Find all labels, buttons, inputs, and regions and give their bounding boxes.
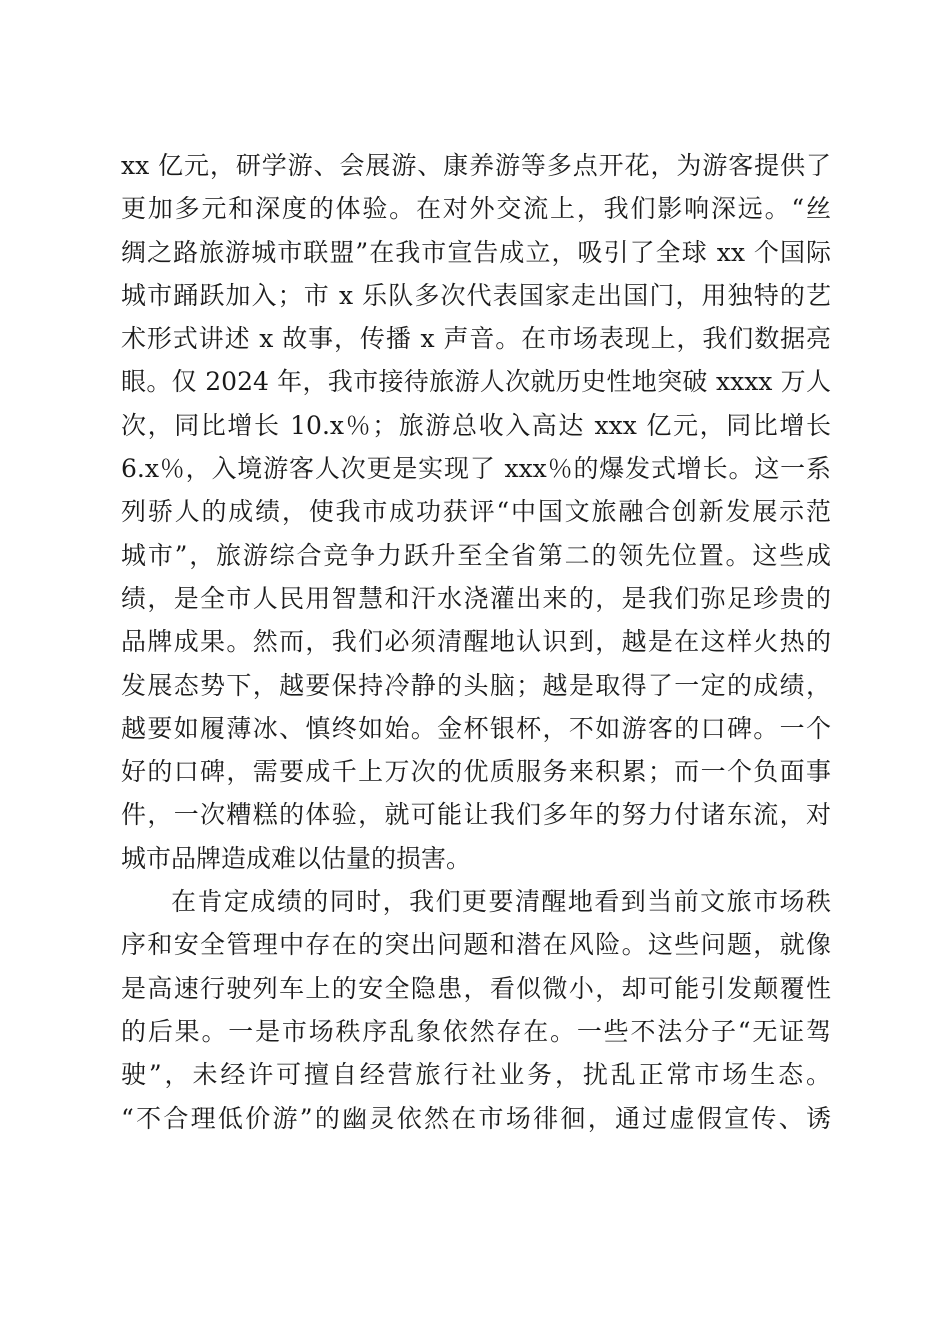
text-line: 越要如履薄冰、慎终如始。金杯银杯，不如游客的口碑。一个 — [121, 713, 831, 743]
text-line: 列骄人的成绩，使我市成功获评“中国文旅融合创新发展示范 — [121, 497, 831, 527]
text-line: 发展态势下，越要保持冷静的头脑；越是取得了一定的成绩， — [121, 670, 831, 700]
text-line: 是高速行驶列车上的安全隐患，看似微小，却可能引发颠覆性 — [121, 973, 831, 1003]
text-line: xx 亿元，研学游、会展游、康养游等多点开花，为游客提供了 — [121, 151, 831, 180]
text-line: 好的口碑，需要成千上万次的优质服务来积累；而一个负面事 — [121, 757, 831, 787]
paragraph-1 — [121, 144, 831, 880]
text-line: 件，一次糟糕的体验，就可能让我们多年的努力付诸东流，对 — [121, 800, 831, 830]
document-body — [121, 144, 831, 1140]
text-line: 城市”，旅游综合竞争力跃升至全省第二的领先位置。这些成 — [121, 540, 831, 570]
text-line: 城市品牌造成难以估量的损害。 — [121, 843, 472, 873]
text-line: 品牌成果。然而，我们必须清醒地认识到，越是在这样火热的 — [121, 627, 831, 657]
text-line: 绩，是全市人民用智慧和汗水浇灌出来的，是我们弥足珍贵的 — [121, 583, 831, 613]
text-line: 城市踊跃加入；市 x 乐队多次代表国家走出国门，用独特的艺 — [121, 280, 831, 310]
text-line: “不合理低价游”的幽灵依然在市场徘徊，通过虚假宣传、诱 — [121, 1103, 831, 1133]
text-line: 绸之路旅游城市联盟”在我市宣告成立，吸引了全球 xx 个国际 — [121, 237, 831, 267]
text-line: 6.x％，入境游客人次更是实现了 xxx％的爆发式增长。这一系 — [121, 454, 831, 484]
text-line: 的后果。一是市场秩序乱象依然存在。一些不法分子“无证驾 — [121, 1016, 831, 1046]
text-line: 更加多元和深度的体验。在对外交流上，我们影响深远。“丝 — [121, 194, 831, 224]
text-line: 眼。仅 2024 年，我市接待旅游人次就历史性地突破 xxxx 万人 — [121, 367, 831, 397]
text-line: 序和安全管理中存在的突出问题和潜在风险。这些问题，就像 — [121, 930, 831, 960]
text-line: 术形式讲述 x 故事，传播 x 声音。在市场表现上，我们数据亮 — [121, 324, 831, 354]
paragraph-2 — [121, 880, 831, 1140]
text-line: 次，同比增长 10.x％；旅游总收入高达 xxx 亿元，同比增长 — [121, 410, 831, 440]
text-line: 驶”，未经许可擅自经营旅行社业务，扰乱正常市场生态。 — [121, 1060, 831, 1090]
text-line: 在肯定成绩的同时，我们更要清醒地看到当前文旅市场秩 — [171, 887, 831, 917]
